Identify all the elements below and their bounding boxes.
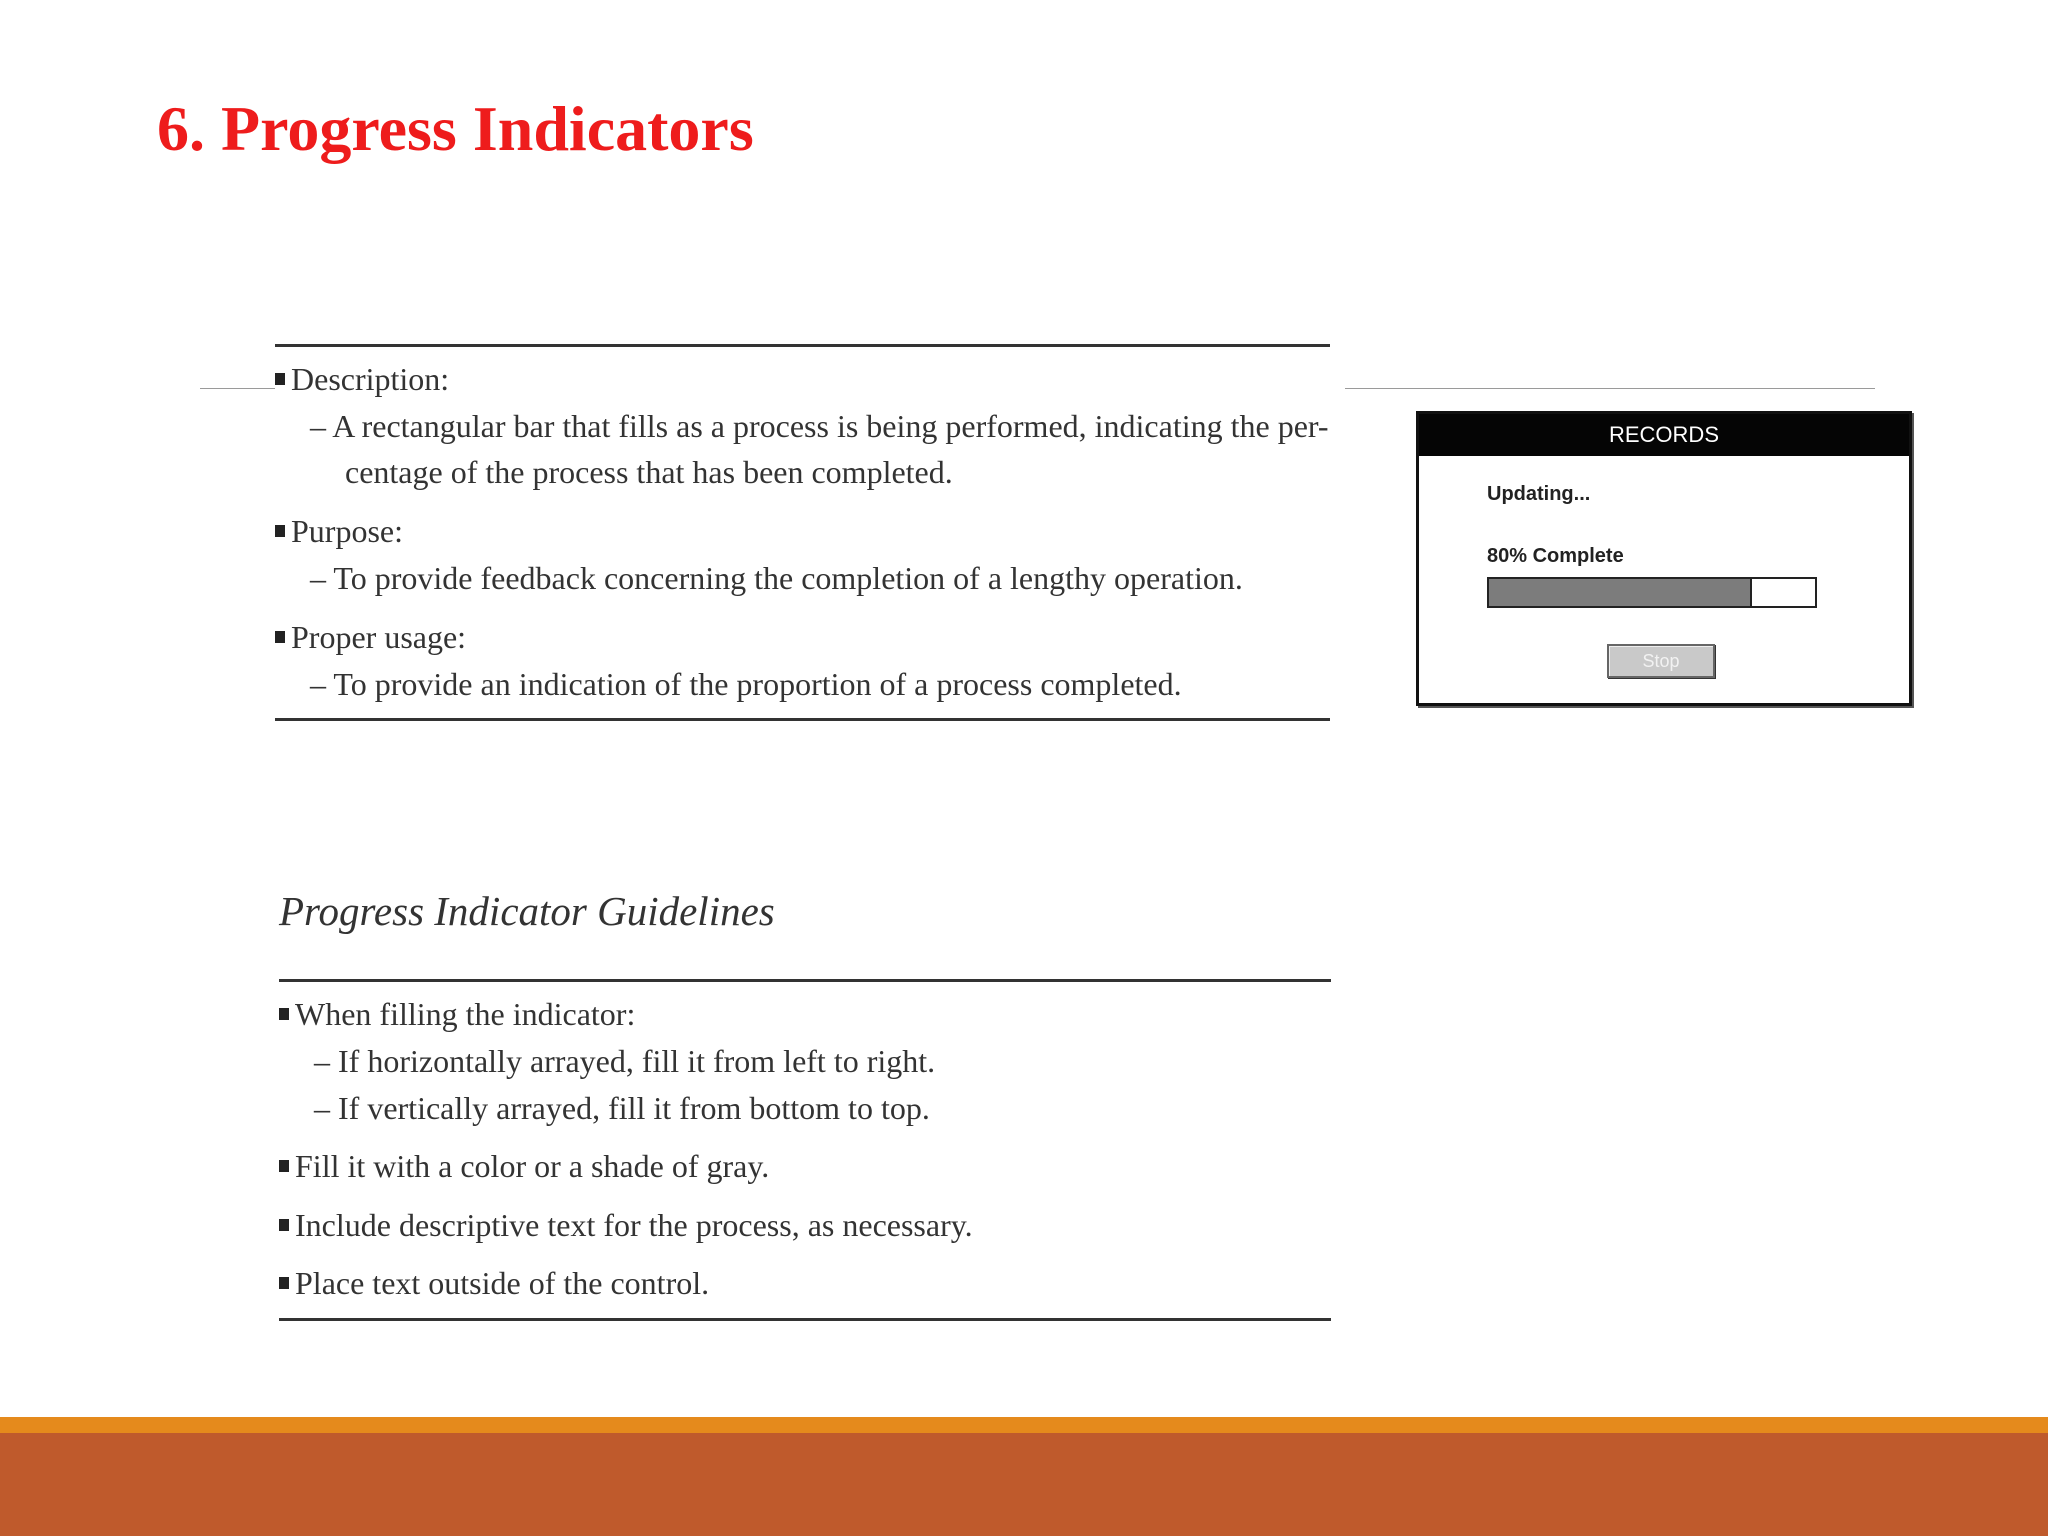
progress-dialog	[1416, 411, 1912, 706]
dialog-titlebar: RECORDS	[1419, 414, 1909, 456]
definition-bottom-rule	[275, 718, 1330, 721]
guidelines-bottom-rule	[279, 1318, 1331, 1321]
guideline-horizontal-line	[314, 1038, 935, 1085]
progress-bar-fill	[1489, 579, 1752, 606]
purpose-line	[310, 555, 1243, 602]
description-text-1: A rectangular bar that fills as a process is being performed, indicating the per-	[332, 408, 1329, 444]
definition-top-rule	[275, 344, 1330, 347]
dialog-status-text: Updating...	[1487, 483, 1591, 505]
purpose-label: Purpose:	[275, 508, 403, 555]
guideline-horizontal: If horizontally arrayed, fill it from left to right.	[338, 1043, 936, 1079]
progress-bar	[1487, 577, 1817, 608]
description-line-2: centage of the process that has been completed.	[345, 454, 953, 490]
guideline-color: Fill it with a color or a shade of gray.	[279, 1143, 769, 1190]
guideline-descriptive: Include descriptive text for the process, as necessary.	[279, 1202, 973, 1249]
purpose-text: To provide feedback concerning the completion of a lengthy operation.	[333, 560, 1243, 596]
guidelines-top-rule	[279, 979, 1331, 982]
description-label: Description:	[275, 356, 449, 403]
stop-button[interactable]: Stop	[1607, 644, 1715, 678]
guidelines-heading: Progress Indicator Guidelines	[279, 888, 775, 934]
dialog-percent-label: 80% Complete	[1487, 545, 1624, 567]
guideline-vertical: If vertically arrayed, fill it from bottom to top.	[338, 1090, 930, 1126]
right-divider-line	[1345, 388, 1875, 389]
usage-text: To provide an indication of the proportion of a process completed.	[333, 666, 1182, 702]
guideline-filling: When filling the indicator:	[279, 991, 635, 1038]
guideline-vertical-line	[314, 1085, 930, 1132]
footer-accent-stripe	[0, 1417, 2048, 1433]
usage-line	[310, 661, 1182, 708]
slide-title: 6. Progress Indicators	[157, 93, 754, 164]
left-divider-line	[200, 388, 275, 389]
usage-label: Proper usage:	[275, 614, 466, 661]
footer-band	[0, 1433, 2048, 1536]
description-line-1	[310, 403, 1329, 450]
guideline-outside: Place text outside of the control.	[279, 1260, 709, 1307]
